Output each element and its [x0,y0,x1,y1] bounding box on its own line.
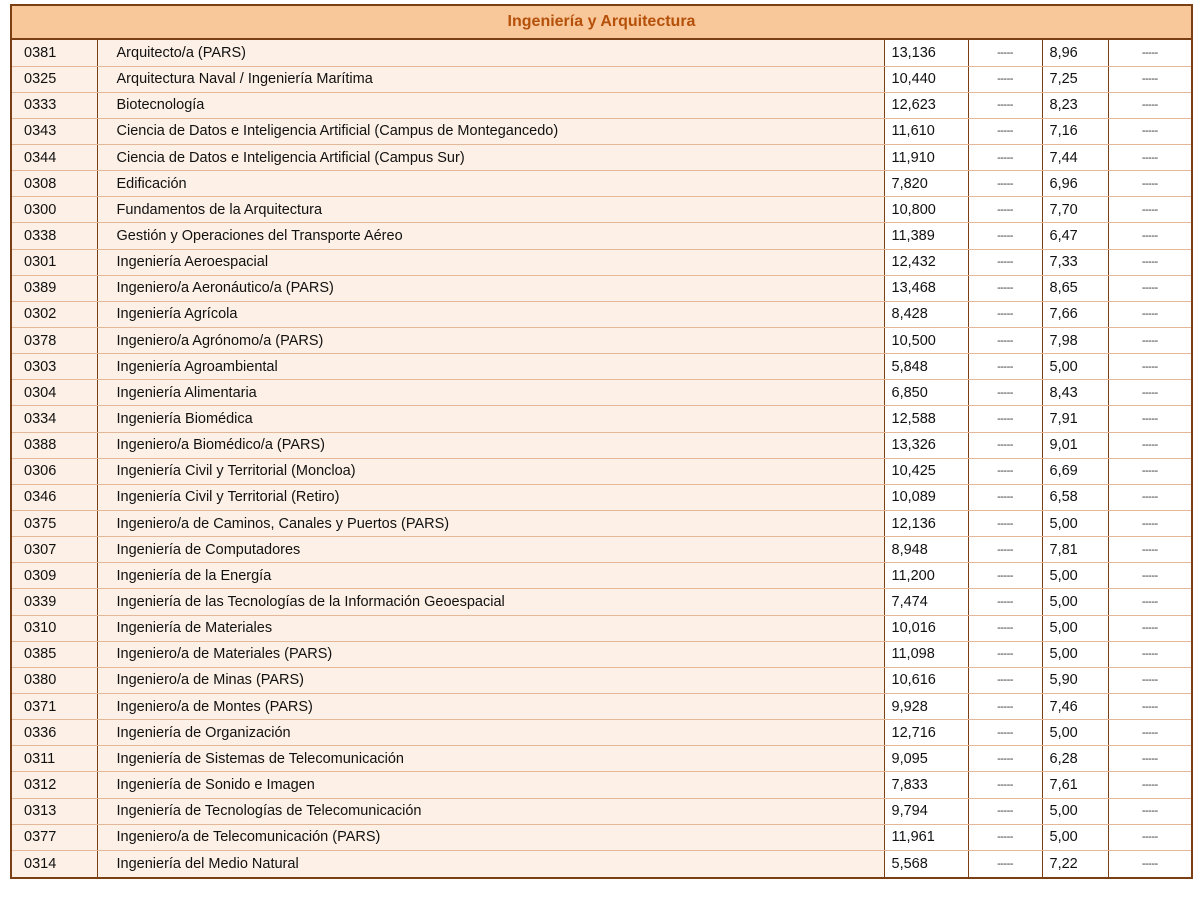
degree-code: 0313 [12,798,97,824]
empty-value-b: ----- [1108,197,1191,223]
empty-value-b: ----- [1108,824,1191,850]
empty-value-a: ----- [968,563,1042,589]
cutoff-grade-b: 7,81 [1042,537,1108,563]
cutoff-grade-b: 7,66 [1042,301,1108,327]
empty-value-b: ----- [1108,40,1191,66]
cutoff-grade-b: 6,28 [1042,746,1108,772]
table-row [12,171,1191,197]
empty-value-b: ----- [1108,92,1191,118]
degree-code: 0346 [12,484,97,510]
degree-name: Ingeniería Agroambiental [97,354,884,380]
empty-value-b: ----- [1108,563,1191,589]
table-row [12,720,1191,746]
cutoff-grade-a: 11,200 [884,563,968,589]
table-row [12,40,1191,66]
degree-name: Ingeniero/a de Montes (PARS) [97,694,884,720]
cutoff-grade-b: 6,69 [1042,458,1108,484]
degree-code: 0309 [12,563,97,589]
empty-value-b: ----- [1108,275,1191,301]
degree-name: Ingeniería de Sonido e Imagen [97,772,884,798]
degree-code: 0307 [12,537,97,563]
empty-value-b: ----- [1108,850,1191,876]
table-row [12,118,1191,144]
empty-value-b: ----- [1108,484,1191,510]
table-row [12,537,1191,563]
table-row [12,798,1191,824]
cutoff-grade-b: 7,61 [1042,772,1108,798]
empty-value-a: ----- [968,772,1042,798]
cutoff-grade-a: 11,961 [884,824,968,850]
empty-value-a: ----- [968,458,1042,484]
degree-name: Edificación [97,171,884,197]
cutoff-grade-a: 12,716 [884,720,968,746]
degree-name: Ingeniero/a de Caminos, Canales y Puertos (PARS) [97,511,884,537]
degree-code: 0378 [12,328,97,354]
cutoff-grade-a: 6,850 [884,380,968,406]
table-row [12,615,1191,641]
degree-code: 0302 [12,301,97,327]
table-row [12,850,1191,876]
empty-value-b: ----- [1108,406,1191,432]
empty-value-b: ----- [1108,720,1191,746]
degree-code: 0377 [12,824,97,850]
degree-name: Ingeniero/a de Minas (PARS) [97,667,884,693]
degree-name: Ingeniería de Tecnologías de Telecomunicación [97,798,884,824]
table-row [12,92,1191,118]
table-row [12,275,1191,301]
cutoff-grade-a: 5,568 [884,850,968,876]
cutoff-grade-a: 11,098 [884,641,968,667]
degree-name: Biotecnología [97,92,884,118]
cutoff-grade-a: 12,588 [884,406,968,432]
degree-code: 0300 [12,197,97,223]
cutoff-grade-b: 7,70 [1042,197,1108,223]
cutoff-grade-b: 8,23 [1042,92,1108,118]
table-row [12,484,1191,510]
cutoff-grade-a: 5,848 [884,354,968,380]
cutoff-grade-a: 8,428 [884,301,968,327]
empty-value-a: ----- [968,301,1042,327]
empty-value-b: ----- [1108,615,1191,641]
empty-value-a: ----- [968,537,1042,563]
cutoff-grade-b: 7,91 [1042,406,1108,432]
cutoff-grade-a: 11,389 [884,223,968,249]
table-row [12,746,1191,772]
table-row [12,406,1191,432]
cutoff-grade-a: 10,016 [884,615,968,641]
cutoff-grade-b: 5,00 [1042,641,1108,667]
empty-value-a: ----- [968,223,1042,249]
empty-value-a: ----- [968,746,1042,772]
degree-name: Ingeniero/a de Telecomunicación (PARS) [97,824,884,850]
table-row [12,563,1191,589]
degree-code: 0311 [12,746,97,772]
cutoff-grade-b: 8,43 [1042,380,1108,406]
cutoff-grade-b: 6,47 [1042,223,1108,249]
cutoff-grade-a: 9,928 [884,694,968,720]
table-row [12,354,1191,380]
degree-code: 0308 [12,171,97,197]
empty-value-b: ----- [1108,249,1191,275]
empty-value-b: ----- [1108,511,1191,537]
cutoff-grade-a: 11,910 [884,145,968,171]
degree-name: Ingeniería Civil y Territorial (Retiro) [97,484,884,510]
degree-code: 0371 [12,694,97,720]
degree-name: Ingeniería del Medio Natural [97,850,884,876]
empty-value-b: ----- [1108,118,1191,144]
degree-code: 0375 [12,511,97,537]
cutoff-grade-b: 5,00 [1042,798,1108,824]
degree-code: 0312 [12,772,97,798]
degree-code: 0314 [12,850,97,876]
empty-value-b: ----- [1108,354,1191,380]
degree-name: Ingeniería de Computadores [97,537,884,563]
table-body [12,40,1191,877]
cutoff-grade-b: 5,00 [1042,511,1108,537]
cutoff-grade-b: 7,22 [1042,850,1108,876]
table-row [12,380,1191,406]
cutoff-grade-a: 12,136 [884,511,968,537]
degree-code: 0385 [12,641,97,667]
cutoff-grade-b: 5,00 [1042,354,1108,380]
empty-value-a: ----- [968,249,1042,275]
degree-name: Arquitectura Naval / Ingeniería Marítima [97,66,884,92]
empty-value-a: ----- [968,92,1042,118]
empty-value-a: ----- [968,720,1042,746]
cutoff-grade-a: 13,136 [884,40,968,66]
empty-value-b: ----- [1108,223,1191,249]
table-row [12,66,1191,92]
cutoff-grade-b: 5,90 [1042,667,1108,693]
empty-value-a: ----- [968,171,1042,197]
cutoff-grade-a: 13,468 [884,275,968,301]
cutoff-grade-a: 8,948 [884,537,968,563]
cutoff-grade-a: 10,800 [884,197,968,223]
degree-code: 0304 [12,380,97,406]
cutoff-grade-a: 10,425 [884,458,968,484]
empty-value-a: ----- [968,118,1042,144]
empty-value-b: ----- [1108,66,1191,92]
cutoff-grade-b: 8,65 [1042,275,1108,301]
cutoff-grade-a: 7,474 [884,589,968,615]
degree-code: 0381 [12,40,97,66]
empty-value-b: ----- [1108,746,1191,772]
degree-code: 0388 [12,432,97,458]
degree-code: 0343 [12,118,97,144]
cutoff-grade-b: 9,01 [1042,432,1108,458]
degree-name: Gestión y Operaciones del Transporte Aéreo [97,223,884,249]
degree-name: Ingeniero/a Biomédico/a (PARS) [97,432,884,458]
degree-code: 0301 [12,249,97,275]
empty-value-a: ----- [968,667,1042,693]
cutoff-grade-a: 12,623 [884,92,968,118]
table-row [12,223,1191,249]
degree-code: 0339 [12,589,97,615]
empty-value-b: ----- [1108,328,1191,354]
empty-value-b: ----- [1108,380,1191,406]
empty-value-a: ----- [968,850,1042,876]
table-row [12,772,1191,798]
empty-value-b: ----- [1108,798,1191,824]
cutoff-grade-a: 9,794 [884,798,968,824]
empty-value-a: ----- [968,66,1042,92]
degree-name: Ingeniero/a de Materiales (PARS) [97,641,884,667]
cutoff-grade-b: 7,33 [1042,249,1108,275]
empty-value-b: ----- [1108,641,1191,667]
cutoff-grade-a: 10,440 [884,66,968,92]
cutoff-grade-b: 5,00 [1042,563,1108,589]
empty-value-a: ----- [968,40,1042,66]
table-row [12,511,1191,537]
degree-name: Ingeniería de la Energía [97,563,884,589]
empty-value-b: ----- [1108,432,1191,458]
empty-value-b: ----- [1108,772,1191,798]
cutoff-grade-a: 9,095 [884,746,968,772]
degree-name: Ingeniería Alimentaria [97,380,884,406]
degree-name: Ingeniería Biomédica [97,406,884,432]
admission-grades-table [10,4,1193,879]
grades-table [12,40,1191,877]
empty-value-a: ----- [968,641,1042,667]
table-row [12,432,1191,458]
cutoff-grade-b: 7,44 [1042,145,1108,171]
empty-value-a: ----- [968,328,1042,354]
table-row [12,458,1191,484]
section-title: Ingeniería y Arquitectura [12,6,1191,40]
cutoff-grade-a: 12,432 [884,249,968,275]
empty-value-a: ----- [968,694,1042,720]
empty-value-a: ----- [968,145,1042,171]
empty-value-a: ----- [968,275,1042,301]
empty-value-a: ----- [968,406,1042,432]
cutoff-grade-b: 8,96 [1042,40,1108,66]
empty-value-a: ----- [968,589,1042,615]
cutoff-grade-b: 7,98 [1042,328,1108,354]
degree-name: Ingeniería de Materiales [97,615,884,641]
table-row [12,249,1191,275]
degree-name: Ingeniero/a Aeronáutico/a (PARS) [97,275,884,301]
degree-name: Ingeniería Agrícola [97,301,884,327]
cutoff-grade-b: 5,00 [1042,589,1108,615]
empty-value-a: ----- [968,432,1042,458]
degree-name: Ingeniero/a Agrónomo/a (PARS) [97,328,884,354]
cutoff-grade-b: 5,00 [1042,720,1108,746]
empty-value-a: ----- [968,380,1042,406]
empty-value-a: ----- [968,511,1042,537]
degree-name: Ingeniería Civil y Territorial (Moncloa) [97,458,884,484]
cutoff-grade-a: 10,089 [884,484,968,510]
degree-name: Fundamentos de la Arquitectura [97,197,884,223]
degree-code: 0333 [12,92,97,118]
empty-value-b: ----- [1108,458,1191,484]
degree-name: Ingeniería de Organización [97,720,884,746]
degree-name: Ingeniería Aeroespacial [97,249,884,275]
empty-value-b: ----- [1108,694,1191,720]
degree-code: 0338 [12,223,97,249]
degree-name: Ciencia de Datos e Inteligencia Artificial (Campus de Montegancedo) [97,118,884,144]
table-row [12,301,1191,327]
degree-name: Ciencia de Datos e Inteligencia Artificial (Campus Sur) [97,145,884,171]
table-row [12,589,1191,615]
degree-code: 0380 [12,667,97,693]
cutoff-grade-a: 7,833 [884,772,968,798]
empty-value-a: ----- [968,615,1042,641]
empty-value-b: ----- [1108,537,1191,563]
table-row [12,694,1191,720]
degree-code: 0303 [12,354,97,380]
table-row [12,641,1191,667]
cutoff-grade-b: 7,16 [1042,118,1108,144]
cutoff-grade-a: 11,610 [884,118,968,144]
degree-code: 0325 [12,66,97,92]
empty-value-a: ----- [968,354,1042,380]
cutoff-grade-b: 5,00 [1042,824,1108,850]
table-row [12,197,1191,223]
cutoff-grade-a: 10,500 [884,328,968,354]
empty-value-a: ----- [968,197,1042,223]
degree-code: 0336 [12,720,97,746]
table-row [12,667,1191,693]
degree-code: 0334 [12,406,97,432]
table-row [12,824,1191,850]
cutoff-grade-b: 5,00 [1042,615,1108,641]
cutoff-grade-a: 13,326 [884,432,968,458]
cutoff-grade-a: 10,616 [884,667,968,693]
degree-name: Ingeniería de Sistemas de Telecomunicación [97,746,884,772]
empty-value-a: ----- [968,824,1042,850]
degree-name: Arquitecto/a (PARS) [97,40,884,66]
degree-name: Ingeniería de las Tecnologías de la Información Geoespacial [97,589,884,615]
empty-value-b: ----- [1108,589,1191,615]
empty-value-b: ----- [1108,667,1191,693]
empty-value-b: ----- [1108,145,1191,171]
cutoff-grade-a: 7,820 [884,171,968,197]
empty-value-a: ----- [968,484,1042,510]
empty-value-a: ----- [968,798,1042,824]
degree-code: 0306 [12,458,97,484]
table-row [12,145,1191,171]
cutoff-grade-b: 7,25 [1042,66,1108,92]
empty-value-b: ----- [1108,301,1191,327]
empty-value-b: ----- [1108,171,1191,197]
degree-code: 0389 [12,275,97,301]
cutoff-grade-b: 6,58 [1042,484,1108,510]
degree-code: 0310 [12,615,97,641]
table-row [12,328,1191,354]
cutoff-grade-b: 6,96 [1042,171,1108,197]
degree-code: 0344 [12,145,97,171]
cutoff-grade-b: 7,46 [1042,694,1108,720]
